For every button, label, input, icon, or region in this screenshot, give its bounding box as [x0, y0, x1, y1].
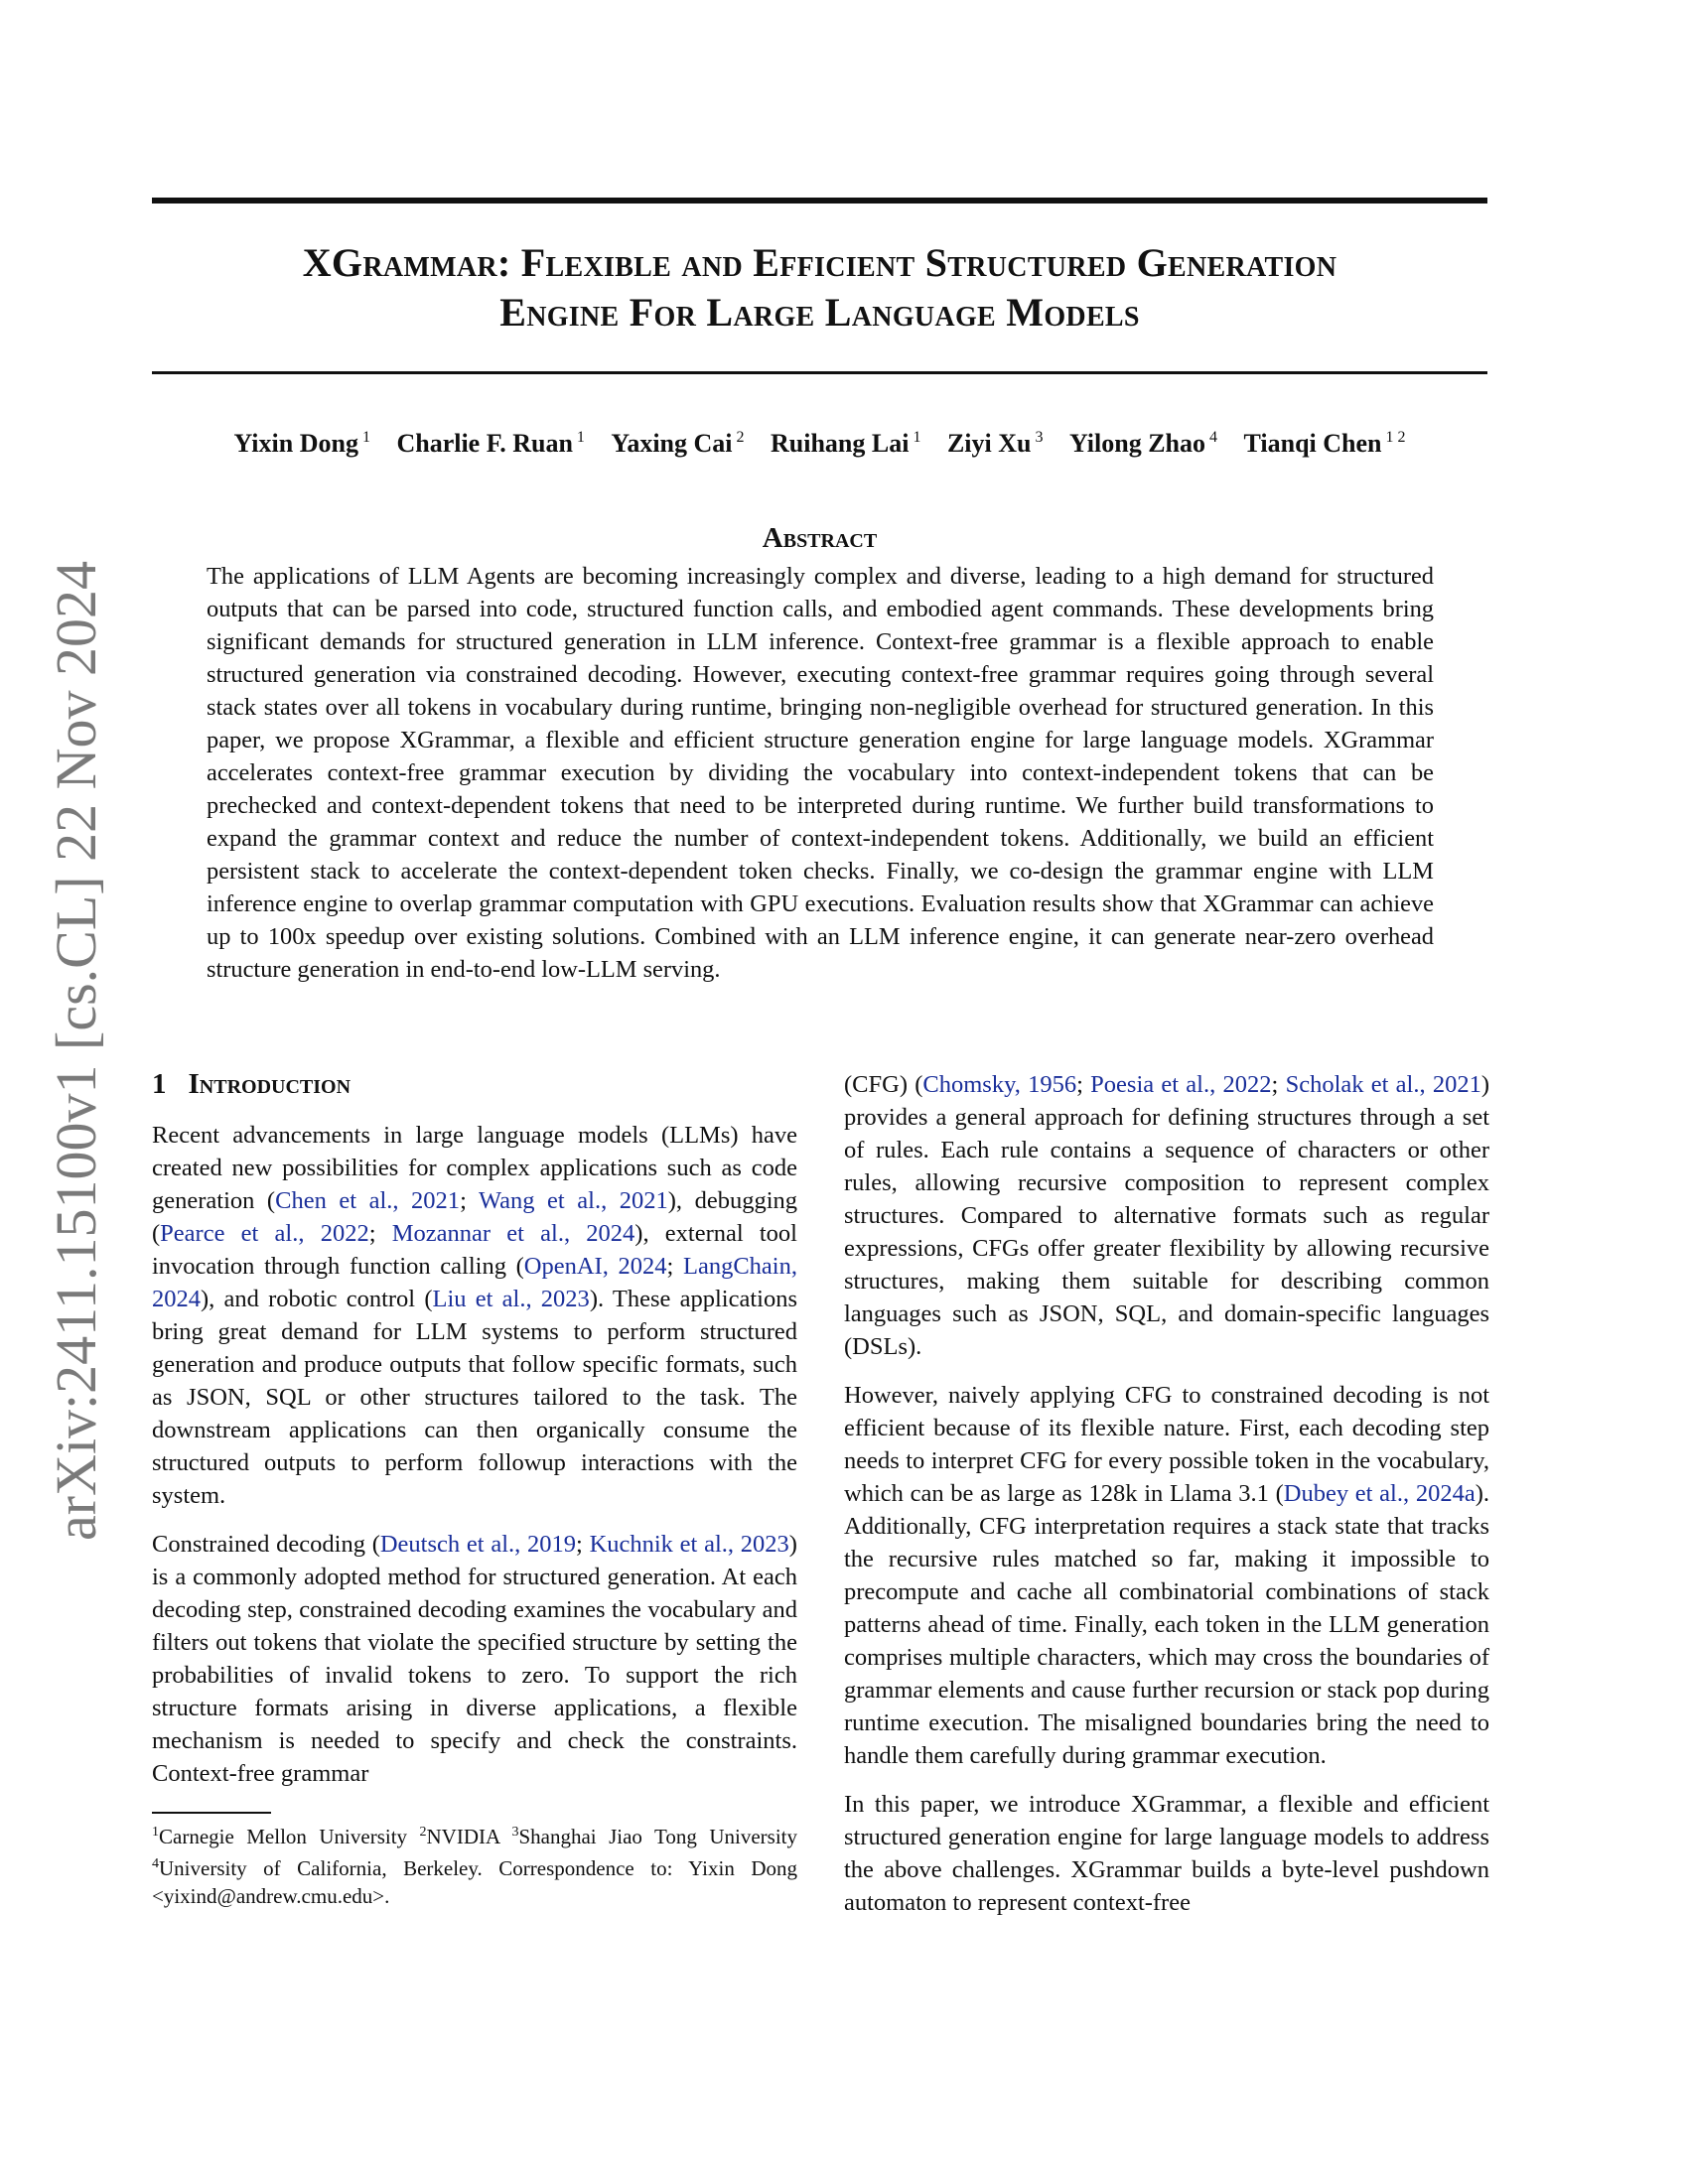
text-run: ; — [1271, 1071, 1286, 1098]
citation-link[interactable]: Mozannar et al., 2024 — [391, 1220, 635, 1247]
citation-link[interactable]: Liu et al., 2023 — [432, 1286, 590, 1312]
author-name: Yaxing Cai — [611, 429, 733, 458]
text-run: ; — [460, 1187, 479, 1214]
author-affiliation: 1 — [576, 429, 585, 447]
text-run: ), external tool invocation through function calling ( — [152, 1220, 797, 1280]
author-list — [152, 429, 1487, 459]
intro-paragraph-2 — [152, 1528, 797, 1790]
author-name: Ruihang Lai — [771, 429, 910, 458]
author-affiliation: 3 — [1035, 429, 1044, 447]
intro-paragraph-3 — [844, 1068, 1489, 1363]
intro-paragraph-5: In this paper, we introduce XGrammar, a flexible and efficient structured generation engine for large language models to address the above challenges. XGrammar builds a byte-level pushdown automaton to represent context-free — [844, 1791, 1489, 1916]
citation-link[interactable]: Kuchnik et al., 2023 — [589, 1531, 789, 1558]
author — [771, 429, 920, 458]
author-affiliation: 1 — [913, 429, 921, 447]
affiliations-footnote — [152, 1819, 797, 1910]
citation-link[interactable]: Scholak et al., 2021 — [1285, 1071, 1481, 1098]
text-run: ), debugging ( — [152, 1187, 798, 1247]
author — [947, 429, 1044, 458]
citation-link[interactable]: Poesia et al., 2022 — [1090, 1071, 1272, 1098]
arxiv-side-label: arXiv:2411.15100v1 [cs.CL] 22 Nov 2024 — [44, 561, 108, 1541]
section-heading-introduction — [152, 1068, 797, 1101]
text-run: ; — [1076, 1071, 1091, 1098]
text-run: (CFG) ( — [844, 1071, 923, 1098]
author-name: Yixin Dong — [233, 429, 358, 458]
section-number: 1 — [152, 1068, 167, 1100]
author-name: Tianqi Chen — [1243, 429, 1382, 458]
text-run: ). Additionally, CFG interpretation requires a stack state that tracks the recursive rules matched so far, making it impossible to precompute and cache all combinatorial combinations of stack patterns ahead of time. Finally, each token in the LLM generation comprises multiple characters, which may cross the boundaries of grammar elements and cause further recursion or stack pop during runtime execution. The misaligned boundaries bring the need to handle them carefully during grammar execution. — [844, 1480, 1489, 1769]
abstract-heading: Abstract — [762, 522, 878, 554]
right-column — [844, 1068, 1489, 1935]
title-bottom-rule — [152, 371, 1487, 374]
citation-link[interactable]: Chen et al., 2021 — [275, 1187, 461, 1214]
author — [396, 429, 584, 458]
footnote-text: Carnegie Mellon University — [159, 1825, 420, 1848]
left-column — [152, 1068, 797, 1806]
title-line-2: Engine For Large Language Models — [499, 290, 1140, 335]
text-run: ) is a commonly adopted method for structured generation. At each decoding step, constrained decoding examines the vocabulary and filters out tokens that violate the specified structure by setting the probabilities of invalid tokens to zero. To support the rich structure formats arising in diverse applications, a flexible mechanism is needed to specify and check the constraints. Context-free grammar — [152, 1531, 797, 1787]
footnote-rule — [152, 1812, 271, 1814]
citation-link[interactable]: OpenAI, 2024 — [523, 1253, 667, 1280]
footnote-marker: 4 — [152, 1856, 159, 1871]
text-run: However, naively applying CFG to constrained decoding is not efficient because of its flexible nature. First, each decoding step needs to interpret CFG for every possible token in the vocabulary, which can be as large as 128k in Llama 3.1 ( — [844, 1382, 1489, 1507]
text-run: ). These applications bring great demand for LLM systems to perform structured generation and produce outputs that follow specific formats, such as JSON, SQL or other structures tailored to the task. The downstream applications can then organically consume the structured outputs to perform followup interactions with the system. — [152, 1286, 797, 1509]
footnote-text: University of California, Berkeley. Correspondence to: Yixin Dong <yixind@andrew.cmu.edu>. — [152, 1856, 797, 1908]
citation-link[interactable]: Dubey et al., 2024a — [1283, 1480, 1476, 1507]
author — [1244, 429, 1406, 458]
citation-link[interactable]: Deutsch et al., 2019 — [379, 1531, 576, 1558]
footnote-marker: 3 — [511, 1825, 519, 1840]
text-run: ), and robotic control ( — [201, 1286, 433, 1312]
footnote-marker: 1 — [152, 1825, 159, 1840]
title-line-1: XGrammar: Flexible and Efficient Structured Generation — [302, 240, 1337, 285]
author-affiliation: 1 2 — [1385, 429, 1406, 447]
author-name: Ziyi Xu — [946, 429, 1032, 458]
text-run: ; — [368, 1220, 392, 1247]
author-affiliation: 2 — [736, 429, 745, 447]
footnote-text: Shanghai Jiao Tong University — [518, 1825, 797, 1848]
footnote-text: NVIDIA — [426, 1825, 512, 1848]
author-name: Yilong Zhao — [1068, 429, 1206, 458]
title-top-rule — [152, 198, 1487, 204]
author — [233, 429, 369, 458]
text-run: ; — [666, 1253, 683, 1280]
citation-link[interactable]: Chomsky, 1956 — [922, 1071, 1077, 1098]
text-run: Recent advancements in large language models (LLMs) have created new possibilities for complex applications such as code generation ( — [152, 1122, 797, 1214]
text-run: Constrained decoding ( — [152, 1531, 380, 1558]
footnote-marker: 2 — [419, 1825, 427, 1840]
intro-paragraph-4 — [844, 1379, 1489, 1772]
abstract-text: The applications of LLM Agents are becoming increasingly complex and diverse, leading to a high demand for structured outputs that can be parsed into code, structured function calls, and embodied agent commands. These developments bring significant demands for structured generation in LLM inference. Context-free grammar is a flexible approach to enable structured generation via constrained decoding. However, executing context-free grammar requires going through several stack states over all tokens in vocabulary during runtime, bringing non-negligible overhead for structured generation. In this paper, we propose XGrammar, a flexible and efficient structure generation engine for large language models. XGrammar accelerates context-free grammar execution by dividing the vocabulary into context-independent tokens that can be prechecked and context-dependent tokens that need to be interpreted during runtime. We further build transformations to expand the grammar context and reduce the number of context-independent tokens. Additionally, we build an efficient persistent stack to accelerate the context-dependent token checks. Finally, we co-design the grammar engine with LLM inference engine to overlap grammar computation with GPU executions. Evaluation results show that XGrammar can achieve up to 100x speedup over existing solutions. Combined with an LLM inference engine, it can generate near-zero overhead structure generation in end-to-end low-LLM serving. — [207, 563, 1434, 983]
intro-paragraph-1 — [152, 1119, 797, 1512]
author-affiliation: 1 — [361, 429, 370, 447]
author-affiliation: 4 — [1209, 429, 1218, 447]
author-name: Charlie F. Ruan — [396, 429, 573, 458]
text-run: ; — [576, 1531, 590, 1558]
section-title: Introduction — [188, 1068, 352, 1100]
author — [611, 429, 744, 458]
text-run: ) provides a general approach for defining structures through a set of rules. Each rule contains a sequence of characters or other rules, allowing recursive composition to represent complex structures. Compared to alternative formats such as regular expressions, CFGs offer greater flexibility by allowing recursive structures, making them suitable for describing common languages such as JSON, SQL, and domain-specific languages (DSLs). — [844, 1071, 1490, 1360]
author — [1069, 429, 1217, 458]
citation-link[interactable]: LangChain, 2024 — [152, 1253, 797, 1312]
paper-title — [152, 238, 1487, 338]
citation-link[interactable]: Wang et al., 2021 — [478, 1187, 668, 1214]
citation-link[interactable]: Pearce et al., 2022 — [160, 1220, 369, 1247]
